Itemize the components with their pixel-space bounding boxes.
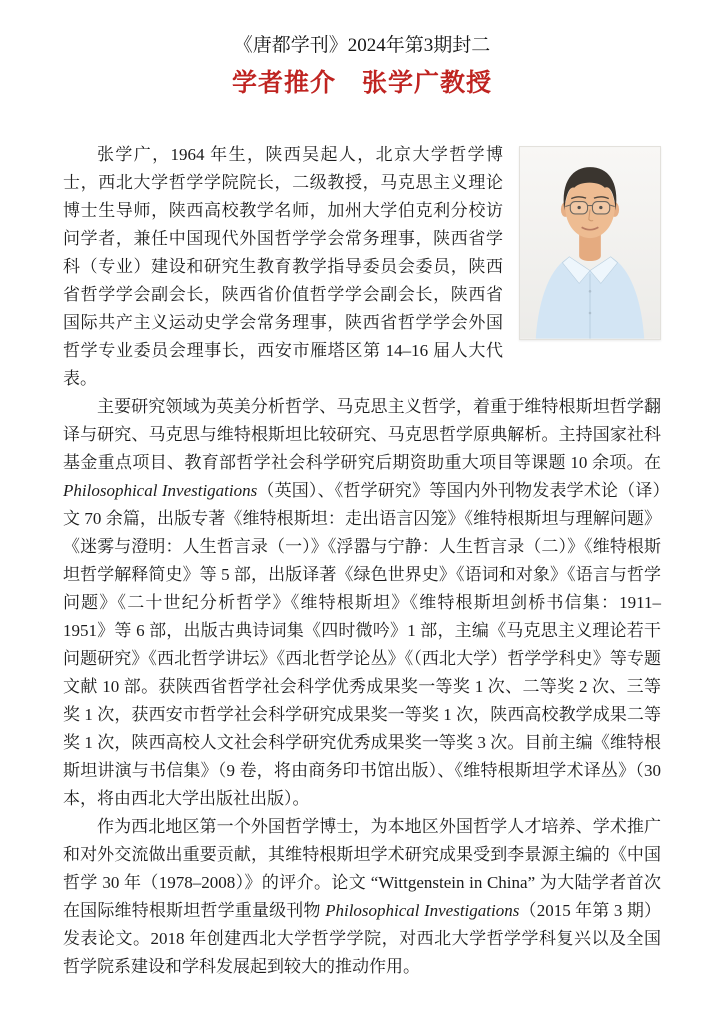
portrait-illustration [520, 147, 660, 339]
journal-title-italic: Philosophical Investigations [325, 901, 520, 920]
text-segment: （2015 年第 3 期）发表论文。2018 年创建西北大学哲学学院，对西北大学哲学学科复兴以及全国哲学院系建设和学科发展起到较大的推动作用。 [63, 901, 662, 976]
shirt-button [589, 312, 592, 315]
journal-issue-line: 《唐都学刊》2024年第3期封二 [233, 35, 491, 56]
shirt-button [589, 290, 592, 293]
page-title: 学者推介 张学广教授 [231, 70, 492, 97]
text-segment: 主要研究领域为英美分析哲学、马克思主义哲学，着重于维特根斯坦哲学翻译与研究、马克思与维特根斯坦比较研究、马克思哲学原典解析。主持国家社科基金重点项目、教育部哲学社会科学研究后期资助重大项目等课题 10 余项。在 [63, 397, 661, 472]
paragraph-2 [63, 393, 661, 813]
article-body [63, 141, 661, 981]
paragraph-3 [63, 813, 661, 981]
text-segment: 张学广，1964 年生，陕西吴起人，北京大学哲学博士，西北大学哲学学院院长，二级教授，马克思主义理论博士生导师，陕西高校教学名师，加州大学伯克利分校访问学者，兼任中国现代外国哲学学会常务理事，陕西省学科（专业）建设和研究生教育教学指导委员会委员，陕西省哲学学会副会长，陕西省价值哲学学会副会长，陕西省国际共产主义运动史学会常务理事，陕西省哲学学会外国哲学专业委员会理事长，西安市雁塔区第 14–16 届人大代表。 [63, 145, 503, 388]
portrait-photo [519, 146, 661, 340]
text-segment: 作为西北地区第一个外国哲学博士，为本地区外国哲学人才培养、学术推广和对外交流做出重要贡献，其维特根斯坦学术研究成果受到李景源主编的《中国哲学 30 年（1978–2008）》的评介。论文 “Wittgenstein in China” 为大陆学者首次在国际维特根斯坦哲学重量级刊物 [63, 817, 661, 920]
journal-title-italic: Philosophical Investigations [63, 481, 258, 500]
text-segment: （英国）、《哲学研究》等国内外刊物发表学术论（译）文 70 余篇，出版专著《维特根斯坦：走出语言囚笼》《维特根斯坦与理解问题》《迷雾与澄明：人生哲言录（一）》《浮嚣与宁静：人生哲言录（二）》《维特根斯坦哲学解释简史》等 5 部，出版译著《绿色世界史》《语词和对象》《语言与哲学问题》《二十世纪分析哲学》《维特根斯坦》《维特根斯坦剑桥书信集：1911–1951》等 6 部，出版古典诗词集《四时微吟》1 部，主编《马克思主义理论若干问题研究》《西北哲学讲坛》《西北哲学论丛》《（西北大学）哲学学科史》等专题文献 10 部。获陕西省哲学社会科学优秀成果奖一等奖 1 次、二等奖 2 次、三等奖 1 次，获西安市哲学社会科学研究成果奖一等奖 1 次，陕西高校教学成果二等奖 1 次，陕西高校人文社会科学研究优秀成果奖一等奖 3 次。目前主编《维特根斯坦讲演与书信集》（9 卷，将由商务印书馆出版）、《维特根斯坦学术译丛》（30 本，将由西北大学出版社出版）。 [63, 481, 661, 808]
